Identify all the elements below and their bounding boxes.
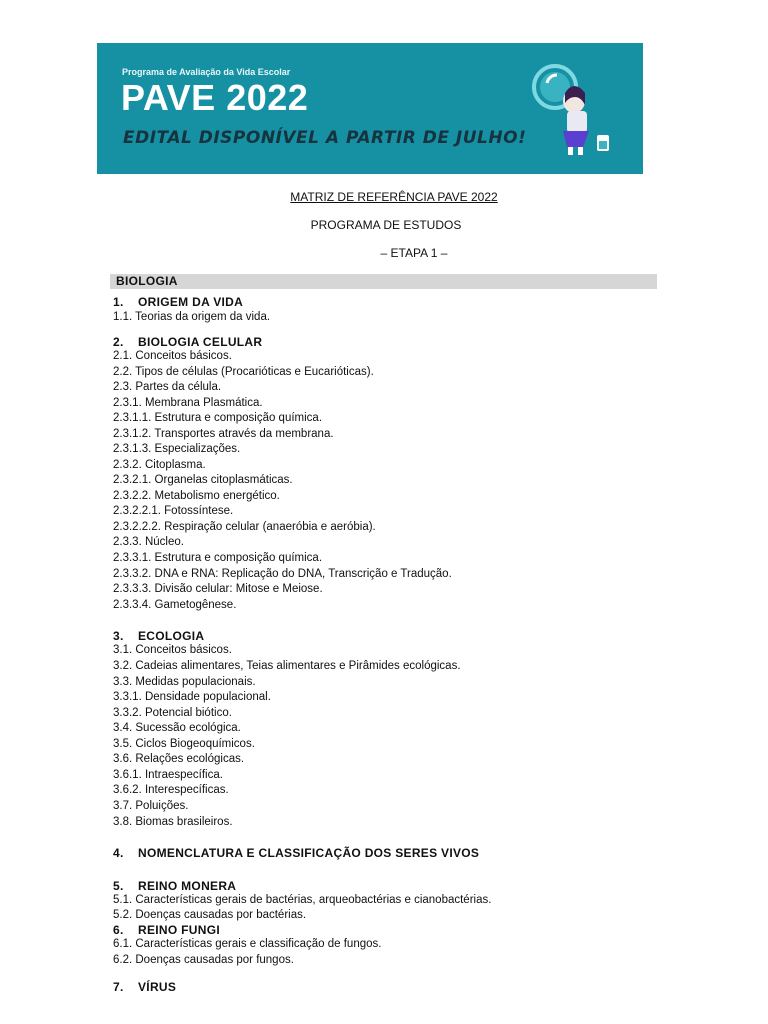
list-item: 2.3.2.2. Metabolismo energético. xyxy=(113,490,280,502)
student-illustration xyxy=(529,61,617,161)
banner xyxy=(97,43,643,174)
list-item: 2.2. Tipos de células (Procarióticas e Eucarióticas). xyxy=(113,366,374,378)
section-heading: 7. VÍRUS xyxy=(113,980,177,994)
subject-bar xyxy=(110,274,657,289)
section-heading: 2. BIOLOGIA CELULAR xyxy=(113,335,263,349)
list-item: 2.3.2.2.1. Fotossíntese. xyxy=(113,505,234,517)
list-item: 2.3.1.3. Especializações. xyxy=(113,443,241,455)
list-item: 5.2. Doenças causadas por bactérias. xyxy=(113,909,307,921)
list-item: 3.8. Biomas brasileiros. xyxy=(113,816,233,828)
section-heading: 5. REINO MONERA xyxy=(113,879,237,893)
list-item: 3.3.1. Densidade populacional. xyxy=(113,691,271,703)
banner-title: PAVE 2022 xyxy=(121,77,309,118)
list-item: 3.6.1. Intraespecífica. xyxy=(113,769,223,781)
list-item: 3.4. Sucessão ecológica. xyxy=(113,722,241,734)
list-item: 2.3.3.3. Divisão celular: Mitose e Meiose. xyxy=(113,583,323,595)
jar-icon xyxy=(597,135,609,151)
section-heading: 1. ORIGEM DA VIDA xyxy=(113,295,244,309)
list-item: 6.2. Doenças causadas por fungos. xyxy=(113,954,294,966)
list-item: 3.2. Cadeias alimentares, Teias alimentares e Pirâmides ecológicas. xyxy=(113,660,461,672)
list-item: 2.3.3.1. Estrutura e composição química. xyxy=(113,552,323,564)
list-item: 3.1. Conceitos básicos. xyxy=(113,644,232,656)
document-title: MATRIZ DE REFERÊNCIA PAVE 2022 xyxy=(290,190,498,204)
list-item: 2.3.2.2.2. Respiração celular (anaeróbia e aeróbia). xyxy=(113,521,376,533)
list-item: 2.3.1. Membrana Plasmática. xyxy=(113,397,263,409)
section-heading: 4. NOMENCLATURA E CLASSIFICAÇÃO DOS SERES VIVOS xyxy=(113,846,480,860)
list-item: 6.1. Características gerais e classificação de fungos. xyxy=(113,938,382,950)
banner-subtitle: Programa de Avaliação da Vida Escolar xyxy=(122,67,291,77)
document-subtitle: PROGRAMA DE ESTUDOS xyxy=(310,218,462,232)
list-item: 2.3.1.1. Estrutura e composição química. xyxy=(113,412,323,424)
section-heading: 3. ECOLOGIA xyxy=(113,629,205,643)
list-item: 2.3. Partes da célula. xyxy=(113,381,222,393)
section-heading: 6. REINO FUNGI xyxy=(113,923,220,937)
banner-tagline: EDITAL DISPONÍVEL A PARTIR DE JULHO! xyxy=(123,128,527,148)
list-item: 3.6.2. Interespecíficas. xyxy=(113,784,229,796)
stage-label: – ETAPA 1 – xyxy=(380,246,448,260)
list-item: 2.3.1.2. Transportes através da membrana. xyxy=(113,428,334,440)
list-item: 3.5. Ciclos Biogeoquímicos. xyxy=(113,738,255,750)
list-item: 2.3.2.1. Organelas citoplasmáticas. xyxy=(113,474,293,486)
list-item: 2.1. Conceitos básicos. xyxy=(113,350,232,362)
list-item: 1.1. Teorias da origem da vida. xyxy=(113,311,271,323)
list-item: 2.3.3. Núcleo. xyxy=(113,536,184,548)
list-item: 3.7. Poluições. xyxy=(113,800,189,812)
list-item: 2.3.2. Citoplasma. xyxy=(113,459,206,471)
list-item: 3.3.2. Potencial biótico. xyxy=(113,707,232,719)
list-item: 3.6. Relações ecológicas. xyxy=(113,753,245,765)
list-item: 2.3.3.2. DNA e RNA: Replicação do DNA, Transcrição e Tradução. xyxy=(113,568,452,580)
list-item: 3.3. Medidas populacionais. xyxy=(113,676,256,688)
subject-label: BIOLOGIA xyxy=(116,274,178,288)
list-item: 2.3.3.4. Gametogênese. xyxy=(113,599,237,611)
list-item: 5.1. Características gerais de bactérias, arqueobactérias e cianobactérias. xyxy=(113,894,492,906)
